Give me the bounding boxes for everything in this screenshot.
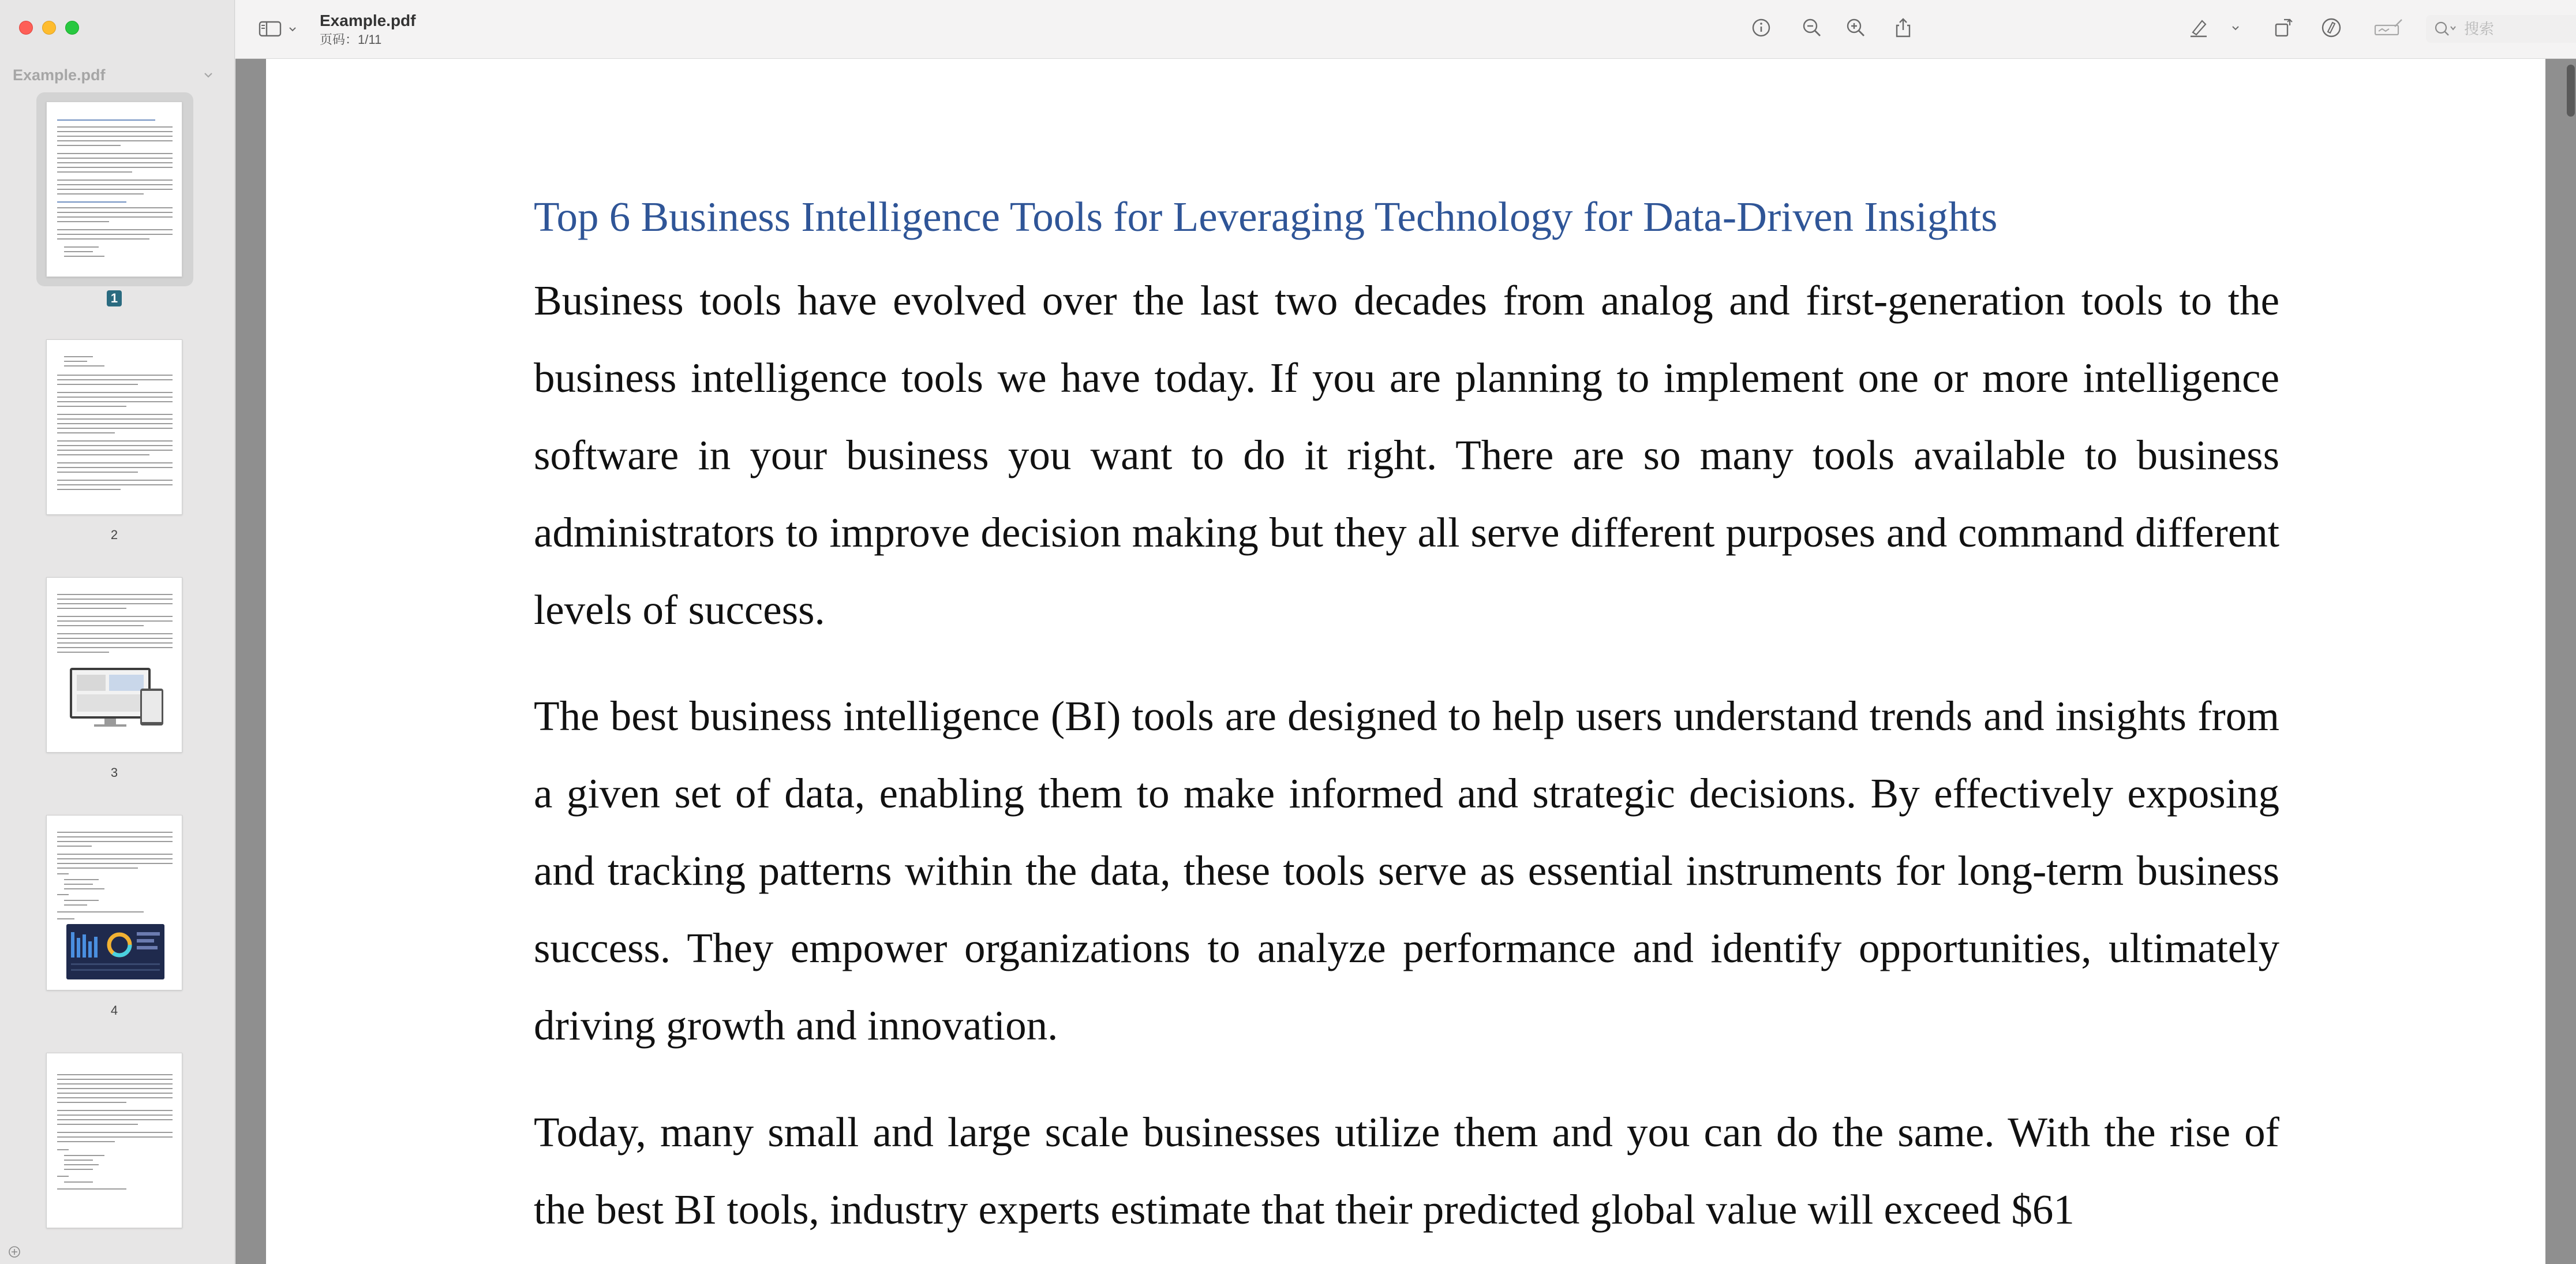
- paragraph-3: Today, many small and large scale businesses utilize them and you can do the same. With the rise of the best BI tools, industry experts estimate that their predicted global value will exceed $61: [534, 1109, 2279, 1233]
- info-icon: [1751, 18, 1771, 38]
- document-name: Example.pdf: [320, 12, 416, 29]
- highlight-icon: [2188, 17, 2209, 38]
- chevron-down-icon[interactable]: [287, 24, 298, 34]
- page-thumbnail-3[interactable]: [46, 577, 182, 753]
- sidebar-header[interactable]: [13, 65, 215, 85]
- search-field[interactable]: [2426, 15, 2576, 43]
- signature-icon: [2374, 17, 2404, 38]
- markup-button[interactable]: [2320, 16, 2343, 39]
- sidebar-title: Example.pdf: [13, 66, 106, 84]
- paragraph-1: Business tools have evolved over the last two decades from analog and first-generation tools to the business intelligence tools we have today. If you are planning to implement one or more intelligence software in your business you want to do it right. There are so many tools available to business administrators to improve decision making but they all serve different purposes and command different levels of success.: [534, 277, 2279, 633]
- zoom-in-button[interactable]: [1844, 16, 1867, 39]
- chevron-down-icon[interactable]: [202, 69, 215, 81]
- thumbnail-sidebar: [0, 0, 235, 1264]
- signature-button[interactable]: [2374, 16, 2404, 39]
- document-heading: Top 6 Business Intelligence Tools for Leveraging Technology for Data-Driven Insights: [534, 193, 1998, 240]
- zoom-out-button[interactable]: [1800, 16, 1824, 39]
- page-number-4: 4: [110, 1003, 118, 1018]
- share-button[interactable]: [1892, 16, 1915, 39]
- info-button[interactable]: [1750, 16, 1773, 39]
- zoom-window-button[interactable]: [65, 21, 79, 35]
- page-number-1: 1: [107, 290, 122, 306]
- dashboard-image-icon: [64, 663, 168, 732]
- page-indicator: 页码：1/11: [320, 32, 382, 47]
- sidebar-icon: [259, 20, 282, 38]
- markup-icon: [2321, 17, 2342, 38]
- rotate-button[interactable]: [2271, 16, 2294, 39]
- share-icon: [1893, 17, 1913, 38]
- close-window-button[interactable]: [19, 21, 33, 35]
- rotate-icon: [2272, 17, 2293, 38]
- minimize-window-button[interactable]: [42, 21, 56, 35]
- page-number-3: 3: [110, 765, 118, 780]
- toolbar: [235, 0, 2576, 59]
- zoom-in-icon: [1846, 18, 1866, 38]
- vertical-scrollbar[interactable]: [2567, 65, 2575, 117]
- analytics-dashboard-image-icon: [66, 924, 164, 979]
- document-viewport[interactable]: [235, 59, 2576, 1264]
- page-thumbnail-4[interactable]: [46, 815, 182, 990]
- zoom-out-icon: [1802, 18, 1822, 38]
- search-input[interactable]: [2463, 20, 2576, 39]
- highlight-options-dropdown[interactable]: [2229, 16, 2242, 39]
- sidebar-toggle-button[interactable]: [259, 17, 305, 40]
- add-page-icon[interactable]: [8, 1246, 21, 1258]
- page-thumbnail-1[interactable]: [46, 102, 182, 277]
- page-thumbnail-2[interactable]: [46, 339, 182, 515]
- search-icon: [2434, 21, 2457, 37]
- highlight-pen-visible-button[interactable]: [2187, 16, 2210, 39]
- chevron-down-icon: [2230, 23, 2241, 33]
- paragraph-2: The best business intelligence (BI) tools are designed to help users understand trends and insights from a given set of data, enabling them to make informed and strategic decisions. By effectively exposing and tracking patterns within the data, these tools serve as essential instruments for long-term business success. They empower organizations to analyze performance and identify opportunities, ultimately driving growth and innovation.: [534, 693, 2279, 1049]
- page-number-2: 2: [110, 528, 118, 542]
- page-thumbnail-5[interactable]: [46, 1053, 182, 1228]
- pdf-page: [266, 59, 2545, 1264]
